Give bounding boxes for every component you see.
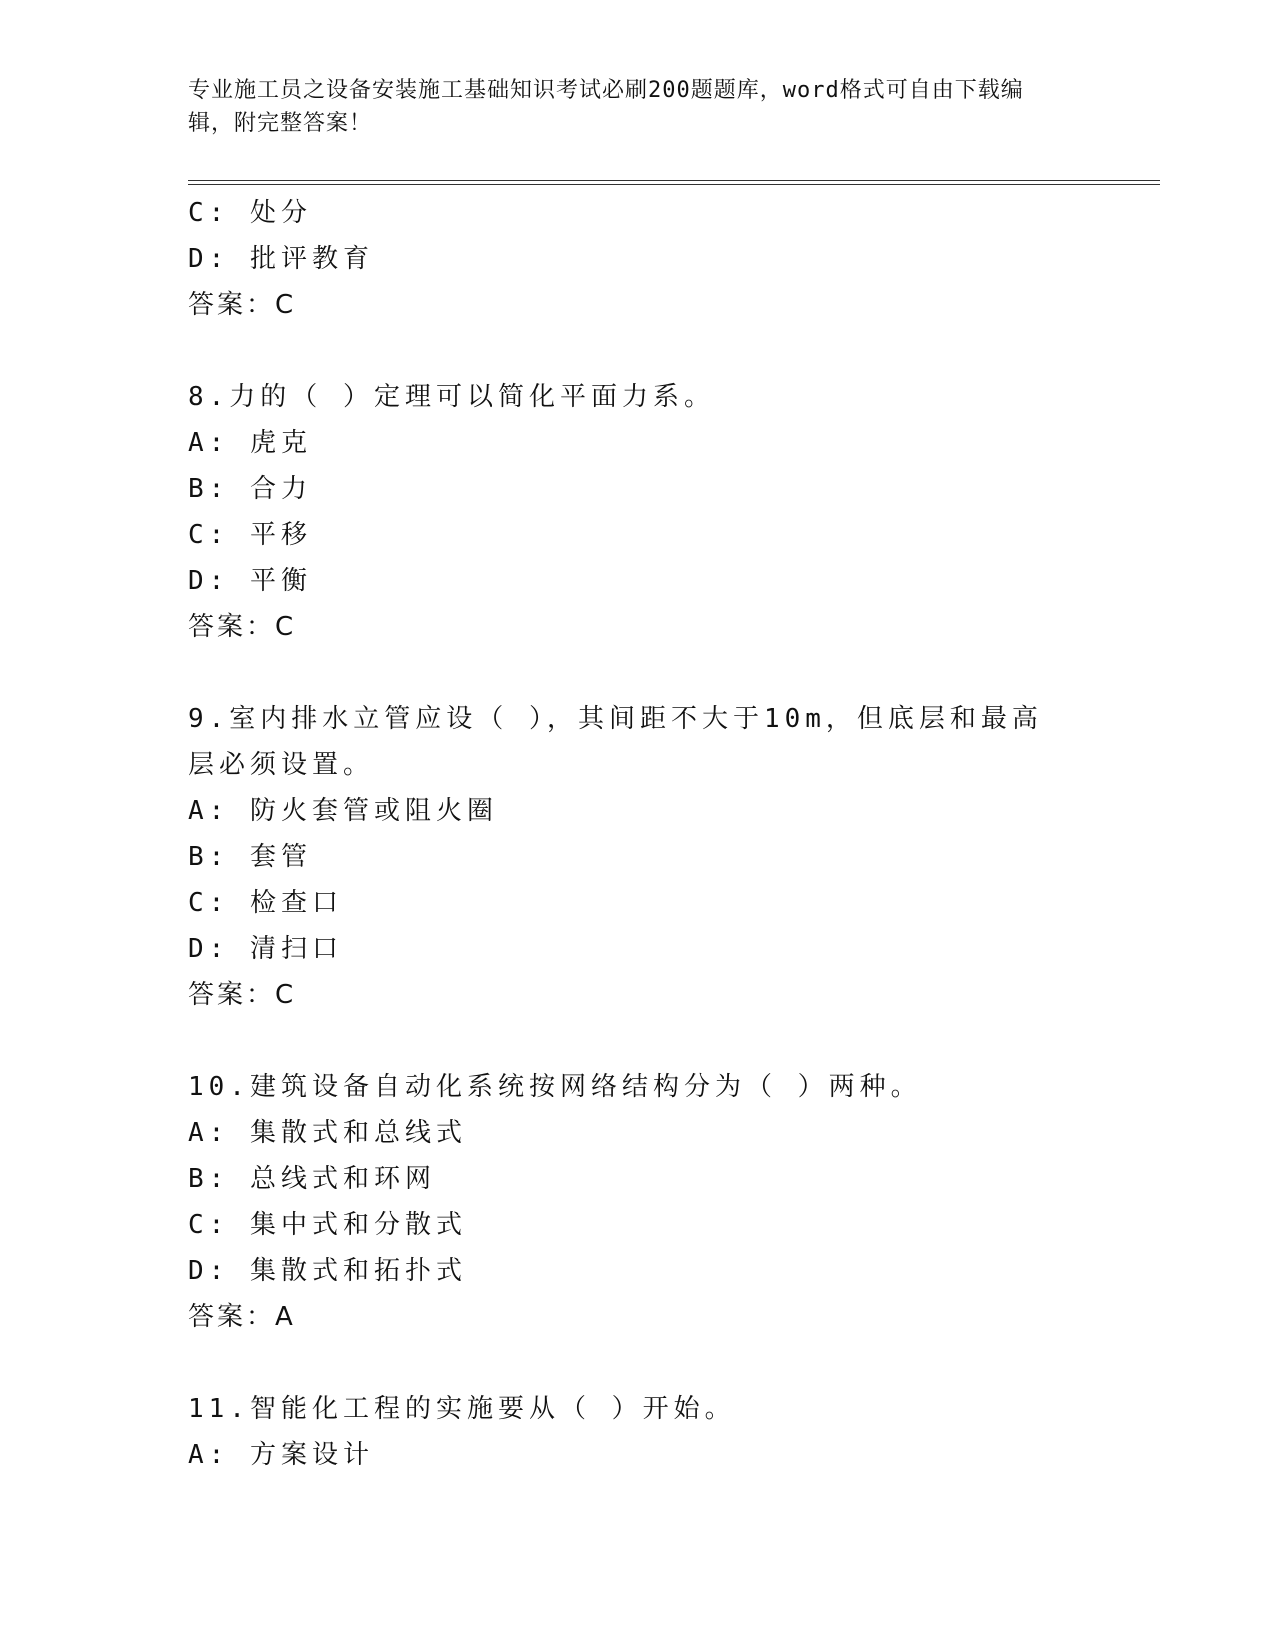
option-line: C: 集中式和分散式 [188,1210,467,1240]
partial-question [188,190,1088,328]
header-divider-top [188,180,1160,181]
header-divider-bottom [188,184,1160,185]
spacer [188,1340,1088,1386]
answer-line: 答案：C [188,612,297,642]
answer-line: 答案：C [188,290,297,320]
option-line: B: 套管 [188,842,312,872]
question-8 [188,374,1088,650]
option-line: D: 清扫口 [188,934,343,964]
option-line: D: 平衡 [188,566,312,596]
option-line: B: 合力 [188,474,312,504]
question-list [188,190,1088,1478]
answer-line: 答案：C [188,980,297,1010]
question-text: 11.智能化工程的实施要从（ ）开始。 [188,1394,736,1424]
question-text: 8.力的（ ）定理可以简化平面力系。 [188,382,715,412]
spacer [188,650,1088,696]
option-line: B: 总线式和环网 [188,1164,436,1194]
question-text: 10.建筑设备自动化系统按网络结构分为（ ）两种。 [188,1072,922,1102]
answer-line: 答案：A [188,1302,296,1332]
option-line: D: 批评教育 [188,244,374,274]
option-line: C: 处分 [188,198,312,228]
option-line: C: 检查口 [188,888,343,918]
option-line: A: 虎克 [188,428,312,458]
document-header: 专业施工员之设备安装施工基础知识考试必刷200题题库，word格式可自由下载编辑，附完整答案！ [188,78,1024,136]
question-9 [188,696,1088,1018]
spacer [188,1018,1088,1064]
option-line: A: 方案设计 [188,1440,374,1470]
option-line: A: 集散式和总线式 [188,1118,467,1148]
question-10 [188,1064,1088,1340]
question-11 [188,1386,1088,1478]
spacer [188,328,1088,374]
option-line: C: 平移 [188,520,312,550]
option-line: A: 防火套管或阻火圈 [188,796,498,826]
question-text: 9.室内排水立管应设（ ），其间距不大于10m，但底层和最高层必须设置。 [188,704,1043,780]
option-line: D: 集散式和拓扑式 [188,1256,467,1286]
